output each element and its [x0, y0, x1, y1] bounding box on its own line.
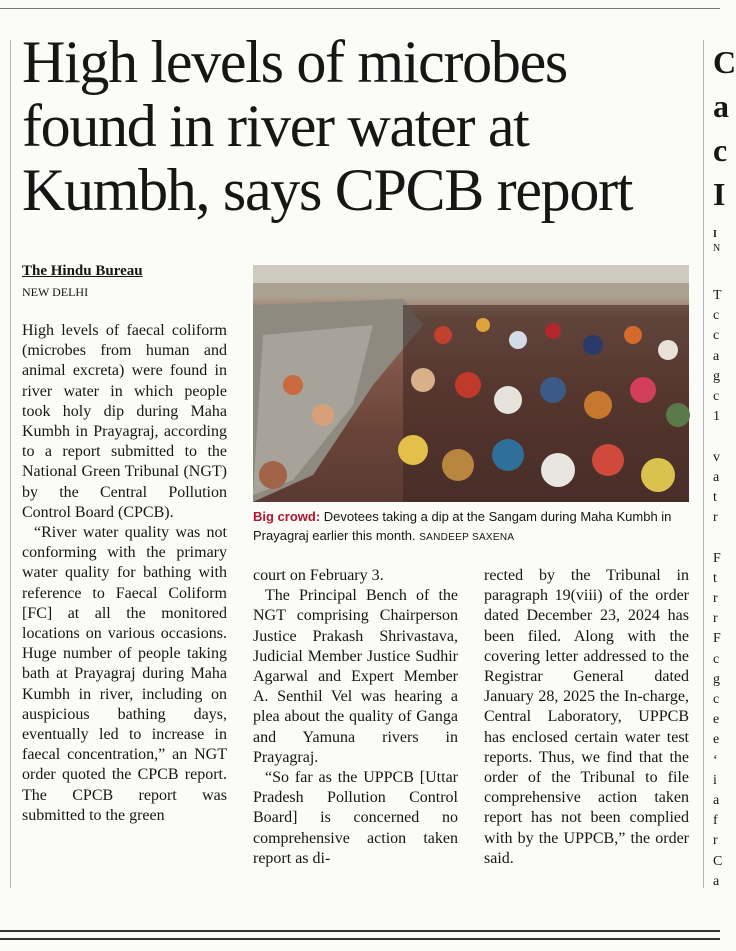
article-headline: High levels of microbes found in river water at Kumbh, says CPCB report	[22, 29, 633, 223]
body-paragraph: The Principal Bench of the NGT comprising Chairperson Justice Prakash Shrivastava, Judicial Member Justice Sudhir Agarwal and Expert Member A. Senthil Vel was hearing a plea about the quality of Ganga and Yamuna rivers in Prayagraj.	[253, 587, 458, 766]
body-paragraph: “So far as the UPPCB [Uttar Pradesh Pollution Control Board] is concerned no comprehensive action taken report as di-	[253, 769, 458, 867]
adjacent-headline-line: I	[713, 176, 726, 212]
adjacent-dateline: N	[713, 243, 721, 254]
adjacent-text-line: f	[713, 813, 718, 829]
adjacent-text-line: t	[713, 570, 717, 586]
body-paragraph: rected by the Tribunal in paragraph 19(viii) of the order dated December 23, 2024 has been filed. Along with the covering letter addressed to the Registrar General dated January 28, 2025 the In-charge, Central Laboratory, UPPCB has enclosed certain water test reports. Thus, we find that the order of the Tribunal to file comprehensive action taken report has not been complied with by the UPPCB,” the order said.	[484, 567, 689, 867]
adjacent-text-line: i	[713, 772, 717, 788]
photo-caption	[253, 507, 689, 547]
adjacent-text-line: r	[713, 510, 718, 526]
adjacent-text-line	[713, 528, 723, 548]
byline-bureau: The Hindu Bureau	[22, 263, 143, 279]
adjacent-text-line: a	[713, 793, 720, 809]
byline	[22, 262, 227, 300]
adjacent-headline-line: c	[713, 132, 728, 168]
adjacent-text-line: a	[713, 873, 720, 889]
adjacent-headline-line: C	[713, 44, 736, 80]
adjacent-text-line: e	[713, 732, 720, 748]
adjacent-text-line: F	[713, 631, 721, 647]
bottom-double-rule	[0, 930, 720, 940]
adjacent-text-line: C	[713, 853, 723, 869]
adjacent-text-line: c	[713, 692, 720, 708]
body-paragraph: “River water quality was not conforming with the primary water quality for bathing with reference to Faecal Coliform [FC] at all the monitored locations on various occasions. Huge number of people taking bath at Prayagraj during Maha Kumbh in river, including on auspicious bathing days, eventually led to increase in faecal concentration,” an NGT order quoted the CPCB report. The CPCB report was submitted to the green	[22, 524, 227, 824]
top-rule	[0, 8, 720, 9]
adjacent-text-line: c	[713, 651, 720, 667]
adjacent-text-line: v	[713, 449, 720, 465]
adjacent-text-line	[713, 427, 723, 447]
left-column-rule	[10, 40, 11, 888]
adjacent-article-body	[713, 286, 723, 892]
adjacent-text-line: e	[713, 712, 720, 728]
body-paragraph: court on February 3.	[253, 567, 384, 584]
adjacent-text-line: g	[713, 671, 720, 687]
crowd-photo-image	[253, 265, 689, 502]
adjacent-text-line: g	[713, 368, 720, 384]
adjacent-text-line: T	[713, 288, 722, 303]
photo-credit: SANDEEP SAXENA	[419, 532, 515, 543]
adjacent-text-line: c	[713, 389, 720, 405]
adjacent-text-line: t	[713, 490, 717, 506]
adjacent-text-line: c	[713, 328, 720, 344]
adjacent-text-line: F	[713, 550, 721, 566]
adjacent-headline-line: a	[713, 88, 729, 124]
body-column-3	[484, 566, 689, 869]
body-column-1	[22, 321, 227, 826]
body-paragraph: High levels of faecal coliform (microbes from human and animal excreta) were found in river water in which people took holy dip during Maha Kumbh in Prayagraj, according to a report submitted to the National Green Tribunal (NGT) by the Central Pollution Control Board (CPCB).	[22, 322, 227, 521]
adjacent-text-line: r	[713, 833, 718, 849]
body-column-2	[253, 566, 458, 869]
crowd-photo	[253, 265, 689, 502]
dateline: NEW DELHI	[22, 285, 89, 299]
caption-text: Devotees taking a dip at the Sangam during Maha Kumbh in Prayagraj earlier this month.	[253, 509, 672, 543]
adjacent-text-line: ‘	[713, 752, 718, 768]
adjacent-text-line: 1	[713, 409, 720, 425]
adjacent-text-line: r	[713, 611, 718, 627]
right-column-rule	[703, 40, 704, 888]
adjacent-text-line: r	[713, 591, 718, 607]
adjacent-text-line: a	[713, 469, 720, 485]
adjacent-text-line: a	[713, 348, 720, 364]
adjacent-byline: I	[713, 229, 717, 240]
adjacent-article-byline	[713, 228, 723, 256]
adjacent-text-line: c	[713, 308, 720, 324]
caption-label: Big crowd:	[253, 509, 321, 524]
adjacent-article-headline	[713, 40, 736, 216]
